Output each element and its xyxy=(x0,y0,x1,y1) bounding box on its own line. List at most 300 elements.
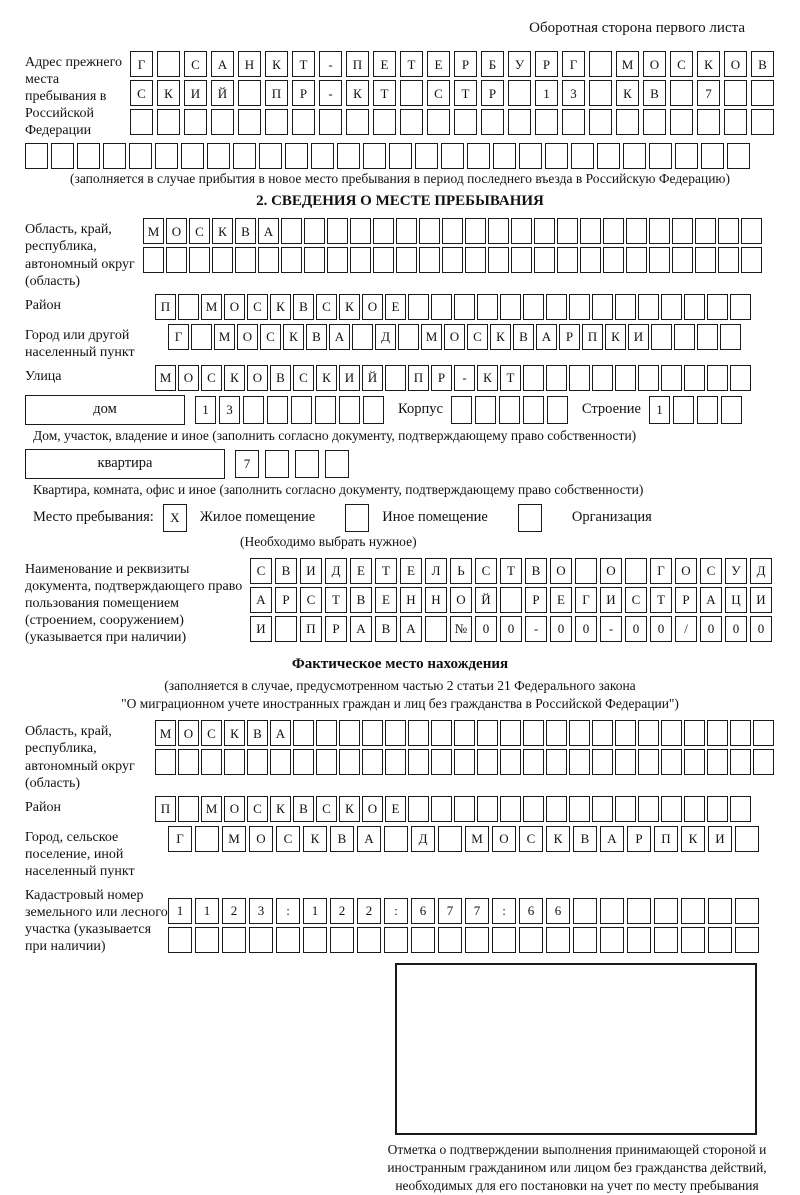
char-box: С xyxy=(184,51,207,77)
char-box: О xyxy=(675,558,697,584)
char-box: С xyxy=(130,80,153,106)
oblast-row2 xyxy=(143,247,762,273)
char-box xyxy=(523,720,544,746)
char-box xyxy=(519,927,543,953)
char-box xyxy=(304,218,325,244)
char-box: : xyxy=(276,898,300,924)
char-box: Г xyxy=(168,324,189,350)
char-box: 2 xyxy=(330,898,354,924)
char-box: В xyxy=(306,324,327,350)
char-box: М xyxy=(155,720,176,746)
char-box: 1 xyxy=(168,898,192,924)
char-box xyxy=(649,143,672,169)
char-box xyxy=(500,587,522,613)
char-box: В xyxy=(525,558,547,584)
char-box: Д xyxy=(375,324,396,350)
char-box: А xyxy=(600,826,624,852)
char-box xyxy=(431,749,452,775)
char-box: Л xyxy=(425,558,447,584)
char-box xyxy=(346,109,369,135)
option-zhiloe-label: Жилое помещение xyxy=(199,509,316,526)
stamp-caption: Отметка о подтверждении выполнения принимающей стороной и иностранным гражданином или лицом без гражданства действий, необходимых для его постановки на учет по месту пребывания xyxy=(387,1142,767,1193)
char-box xyxy=(741,247,762,273)
gorod-field xyxy=(25,324,775,361)
fact-raion-field xyxy=(25,796,775,822)
fact-title: Фактическое место нахождения xyxy=(291,656,509,673)
char-box: 1 xyxy=(195,396,216,424)
prev-address-caption: (заполняется в случае прибытия в новое место пребывания в период последнего въезда в Российскую Федерацию) xyxy=(69,171,731,187)
char-box xyxy=(178,294,199,320)
char-box xyxy=(51,143,74,169)
document-field xyxy=(25,558,775,646)
char-box: К xyxy=(681,826,705,852)
char-box xyxy=(339,720,360,746)
char-box: Й xyxy=(211,80,234,106)
char-box xyxy=(546,294,567,320)
char-box xyxy=(155,749,176,775)
char-box: К xyxy=(697,51,720,77)
char-box xyxy=(291,396,312,424)
char-box: 2 xyxy=(222,898,246,924)
char-box xyxy=(649,247,670,273)
char-box: С xyxy=(475,558,497,584)
char-box xyxy=(707,365,728,391)
char-box: М xyxy=(143,218,164,244)
char-box: С xyxy=(276,826,300,852)
prev-address-row3 xyxy=(130,109,774,135)
oblast-row1 xyxy=(143,218,762,244)
char-box: 6 xyxy=(411,898,435,924)
char-box: А xyxy=(211,51,234,77)
char-box xyxy=(603,247,624,273)
char-box: 1 xyxy=(535,80,558,106)
char-box xyxy=(130,109,153,135)
document-row1 xyxy=(250,558,772,584)
char-box xyxy=(500,720,521,746)
char-box xyxy=(573,898,597,924)
char-box: 6 xyxy=(519,898,543,924)
char-box xyxy=(157,109,180,135)
char-box xyxy=(384,927,408,953)
char-box: А xyxy=(400,616,422,642)
char-box: Г xyxy=(562,51,585,77)
char-box xyxy=(465,247,486,273)
char-box xyxy=(592,720,613,746)
char-box: 3 xyxy=(249,898,273,924)
stroenie-label: Строение xyxy=(581,401,641,418)
char-box xyxy=(557,247,578,273)
char-box: С xyxy=(250,558,272,584)
char-box: О xyxy=(178,365,199,391)
char-box: К xyxy=(616,80,639,106)
char-box: Т xyxy=(500,558,522,584)
kvartira-caption: Квартира, комната, офис и иное (заполнить согласно документу, подтверждающему право собственности) xyxy=(33,481,644,497)
fact-oblast-field xyxy=(25,720,775,791)
char-box: О xyxy=(362,294,383,320)
char-box xyxy=(672,218,693,244)
char-box xyxy=(674,324,695,350)
char-box: А xyxy=(536,324,557,350)
char-box xyxy=(675,143,698,169)
char-box xyxy=(442,218,463,244)
prev-address-row1 xyxy=(130,51,774,77)
char-box xyxy=(592,294,613,320)
char-box: Е xyxy=(375,587,397,613)
char-box xyxy=(701,143,724,169)
checkbox-zhiloe xyxy=(163,504,187,532)
char-box: М xyxy=(201,796,222,822)
char-box: М xyxy=(616,51,639,77)
char-box xyxy=(451,396,472,424)
char-box: № xyxy=(450,616,472,642)
gorod-label: Город или другой населенный пункт xyxy=(25,327,135,360)
char-box: Г xyxy=(130,51,153,77)
char-box xyxy=(408,749,429,775)
char-box xyxy=(534,247,555,273)
char-box xyxy=(224,749,245,775)
char-box: О xyxy=(178,720,199,746)
char-box: В xyxy=(751,51,774,77)
char-box: 3 xyxy=(562,80,585,106)
char-box xyxy=(708,898,732,924)
char-box: С xyxy=(300,587,322,613)
char-box xyxy=(523,365,544,391)
char-box xyxy=(350,218,371,244)
char-box xyxy=(427,109,450,135)
prev-address-block xyxy=(25,51,775,139)
char-box xyxy=(191,324,212,350)
char-box xyxy=(684,294,705,320)
kadastr-row1 xyxy=(168,898,759,924)
fact-oblast-row2 xyxy=(155,749,774,775)
checkbox-org xyxy=(518,504,542,532)
char-box: П xyxy=(654,826,678,852)
oblast-field xyxy=(25,218,775,289)
char-box: К xyxy=(270,294,291,320)
char-box xyxy=(500,749,521,775)
char-box: О xyxy=(724,51,747,77)
char-box xyxy=(189,247,210,273)
char-box: О xyxy=(224,796,245,822)
char-box: К xyxy=(303,826,327,852)
char-box xyxy=(523,749,544,775)
char-box: 7 xyxy=(465,898,489,924)
dom-row xyxy=(25,395,775,425)
char-box xyxy=(373,247,394,273)
char-box: Е xyxy=(385,294,406,320)
char-box xyxy=(363,143,386,169)
char-box xyxy=(103,143,126,169)
char-box: 0 xyxy=(650,616,672,642)
char-box xyxy=(384,826,408,852)
char-box: О xyxy=(224,294,245,320)
char-box: И xyxy=(184,80,207,106)
char-box xyxy=(523,396,544,424)
char-box xyxy=(741,218,762,244)
dom-caption: Дом, участок, владение и иное (заполнить согласно документу, подтверждающему право собственности) xyxy=(33,427,637,443)
vybrat-note: (Необходимо выбрать нужное) xyxy=(240,533,417,549)
char-box: П xyxy=(155,796,176,822)
char-box xyxy=(673,396,694,424)
char-box xyxy=(616,109,639,135)
char-box xyxy=(166,247,187,273)
char-box xyxy=(615,749,636,775)
char-box: Ц xyxy=(725,587,747,613)
char-box: П xyxy=(582,324,603,350)
char-box: П xyxy=(408,365,429,391)
char-box xyxy=(547,396,568,424)
char-box: М xyxy=(201,294,222,320)
char-box xyxy=(589,80,612,106)
char-box xyxy=(25,143,48,169)
char-box: И xyxy=(750,587,772,613)
char-box: : xyxy=(384,898,408,924)
char-box: В xyxy=(573,826,597,852)
char-box: Н xyxy=(425,587,447,613)
char-box xyxy=(523,796,544,822)
char-box xyxy=(684,796,705,822)
char-box xyxy=(638,749,659,775)
char-box: Е xyxy=(385,796,406,822)
char-box: В xyxy=(235,218,256,244)
char-box: В xyxy=(330,826,354,852)
char-box xyxy=(684,720,705,746)
char-box xyxy=(638,796,659,822)
kadastr-field xyxy=(25,884,775,955)
char-box xyxy=(454,796,475,822)
char-box xyxy=(600,927,624,953)
char-box: 1 xyxy=(649,396,670,424)
char-box: В xyxy=(293,796,314,822)
char-box: 1 xyxy=(195,898,219,924)
char-box xyxy=(396,218,417,244)
char-box xyxy=(362,720,383,746)
char-box xyxy=(546,365,567,391)
fact-gorod-row xyxy=(168,826,759,852)
char-box xyxy=(311,143,334,169)
char-box xyxy=(259,143,282,169)
char-box xyxy=(178,749,199,775)
fact-caption1: (заполняется в случае, предусмотренном частью 2 статьи 21 Федерального закона xyxy=(164,678,636,694)
char-box: М xyxy=(421,324,442,350)
char-box: Р xyxy=(535,51,558,77)
char-box: - xyxy=(525,616,547,642)
char-box: Т xyxy=(500,365,521,391)
char-box xyxy=(571,143,594,169)
char-box: Е xyxy=(400,558,422,584)
char-box xyxy=(615,796,636,822)
char-box xyxy=(546,796,567,822)
char-box xyxy=(684,365,705,391)
char-box: 7 xyxy=(438,898,462,924)
oblast-label: Область, край, республика, автономный округ (область) xyxy=(25,222,135,289)
char-box: С xyxy=(700,558,722,584)
char-box xyxy=(575,558,597,584)
char-box xyxy=(721,396,742,424)
char-box xyxy=(730,294,751,320)
char-box: 0 xyxy=(575,616,597,642)
char-box: К xyxy=(339,796,360,822)
char-box xyxy=(207,143,230,169)
char-box: Т xyxy=(375,558,397,584)
section2-title: 2. СВЕДЕНИЯ О МЕСТЕ ПРЕБЫВАНИЯ xyxy=(256,193,544,210)
char-box: 0 xyxy=(550,616,572,642)
char-box xyxy=(519,143,542,169)
char-box: Т xyxy=(292,51,315,77)
char-box: М xyxy=(214,324,235,350)
char-box: С xyxy=(467,324,488,350)
char-box xyxy=(580,247,601,273)
char-box xyxy=(654,927,678,953)
char-box xyxy=(247,749,268,775)
char-box xyxy=(396,247,417,273)
char-box xyxy=(373,218,394,244)
char-box xyxy=(569,365,590,391)
char-box xyxy=(488,218,509,244)
char-box xyxy=(707,796,728,822)
char-box xyxy=(569,749,590,775)
char-box xyxy=(362,749,383,775)
char-box: С xyxy=(316,796,337,822)
char-box xyxy=(157,51,180,77)
char-box xyxy=(181,143,204,169)
char-box: У xyxy=(725,558,747,584)
char-box xyxy=(735,927,759,953)
char-box: Д xyxy=(411,826,435,852)
char-box: 3 xyxy=(219,396,240,424)
char-box xyxy=(562,109,585,135)
prev-address-label: Адрес прежнего места пребывания в Российской Федерации xyxy=(25,55,122,139)
char-box xyxy=(569,294,590,320)
char-box: С xyxy=(670,51,693,77)
char-box xyxy=(258,247,279,273)
char-box xyxy=(431,294,452,320)
char-box xyxy=(233,143,256,169)
char-box: К xyxy=(316,365,337,391)
char-box xyxy=(730,365,751,391)
char-box: 0 xyxy=(725,616,747,642)
char-box xyxy=(330,927,354,953)
char-box xyxy=(319,109,342,135)
char-box xyxy=(295,450,319,478)
char-box xyxy=(129,143,152,169)
char-box xyxy=(293,720,314,746)
char-box: А xyxy=(700,587,722,613)
char-box xyxy=(569,720,590,746)
char-box: О xyxy=(492,826,516,852)
char-box xyxy=(730,720,751,746)
char-box xyxy=(499,396,520,424)
char-box: Н xyxy=(400,587,422,613)
raion-field xyxy=(25,294,775,320)
char-box xyxy=(267,396,288,424)
char-box: О xyxy=(550,558,572,584)
char-box xyxy=(545,143,568,169)
char-box: Е xyxy=(550,587,572,613)
kadastr-row2 xyxy=(168,927,759,953)
char-box xyxy=(303,927,327,953)
char-box xyxy=(184,109,207,135)
char-box xyxy=(431,796,452,822)
option-inoe-label: Иное помещение xyxy=(382,509,488,526)
char-box: Р xyxy=(481,80,504,106)
char-box xyxy=(730,749,751,775)
char-box xyxy=(211,109,234,135)
prev-address-row4 xyxy=(25,143,775,169)
char-box xyxy=(425,616,447,642)
char-box xyxy=(546,720,567,746)
char-box xyxy=(597,143,620,169)
char-box xyxy=(339,396,360,424)
char-box: Г xyxy=(575,587,597,613)
char-box xyxy=(661,749,682,775)
char-box xyxy=(592,365,613,391)
char-box xyxy=(589,51,612,77)
char-box xyxy=(603,218,624,244)
char-box xyxy=(500,796,521,822)
char-box: С xyxy=(189,218,210,244)
char-box xyxy=(695,218,716,244)
char-box: А xyxy=(250,587,272,613)
char-box: С xyxy=(316,294,337,320)
char-box: 0 xyxy=(750,616,772,642)
document-row3 xyxy=(250,616,772,642)
char-box: Р xyxy=(292,80,315,106)
char-box xyxy=(285,143,308,169)
char-box: С xyxy=(247,294,268,320)
char-box: Р xyxy=(325,616,347,642)
char-box xyxy=(235,247,256,273)
char-box xyxy=(661,720,682,746)
char-box: Н xyxy=(238,51,261,77)
raion-label: Район xyxy=(25,297,61,313)
dom-number-boxes xyxy=(195,396,384,424)
char-box: П xyxy=(155,294,176,320)
char-box xyxy=(222,927,246,953)
char-box xyxy=(697,109,720,135)
char-box xyxy=(638,720,659,746)
char-box: Р xyxy=(559,324,580,350)
fact-oblast-label: Область, край, республика, автономный округ (область) xyxy=(25,724,135,791)
char-box xyxy=(492,927,516,953)
char-box: 7 xyxy=(697,80,720,106)
char-box xyxy=(753,720,774,746)
char-box: П xyxy=(300,616,322,642)
char-box xyxy=(465,927,489,953)
char-box xyxy=(441,143,464,169)
dom-box-label: дом xyxy=(25,395,185,425)
char-box xyxy=(684,749,705,775)
char-box xyxy=(695,247,716,273)
char-box: Р xyxy=(275,587,297,613)
char-box: - xyxy=(454,365,475,391)
char-box: Й xyxy=(475,587,497,613)
char-box: П xyxy=(346,51,369,77)
char-box: К xyxy=(157,80,180,106)
char-box xyxy=(627,898,651,924)
char-box: О xyxy=(450,587,472,613)
char-box xyxy=(316,749,337,775)
char-box xyxy=(400,80,423,106)
char-box xyxy=(707,294,728,320)
char-box: С xyxy=(519,826,543,852)
char-box: К xyxy=(224,720,245,746)
char-box: К xyxy=(339,294,360,320)
char-box xyxy=(363,396,384,424)
char-box xyxy=(718,247,739,273)
char-box xyxy=(615,294,636,320)
char-box xyxy=(195,927,219,953)
